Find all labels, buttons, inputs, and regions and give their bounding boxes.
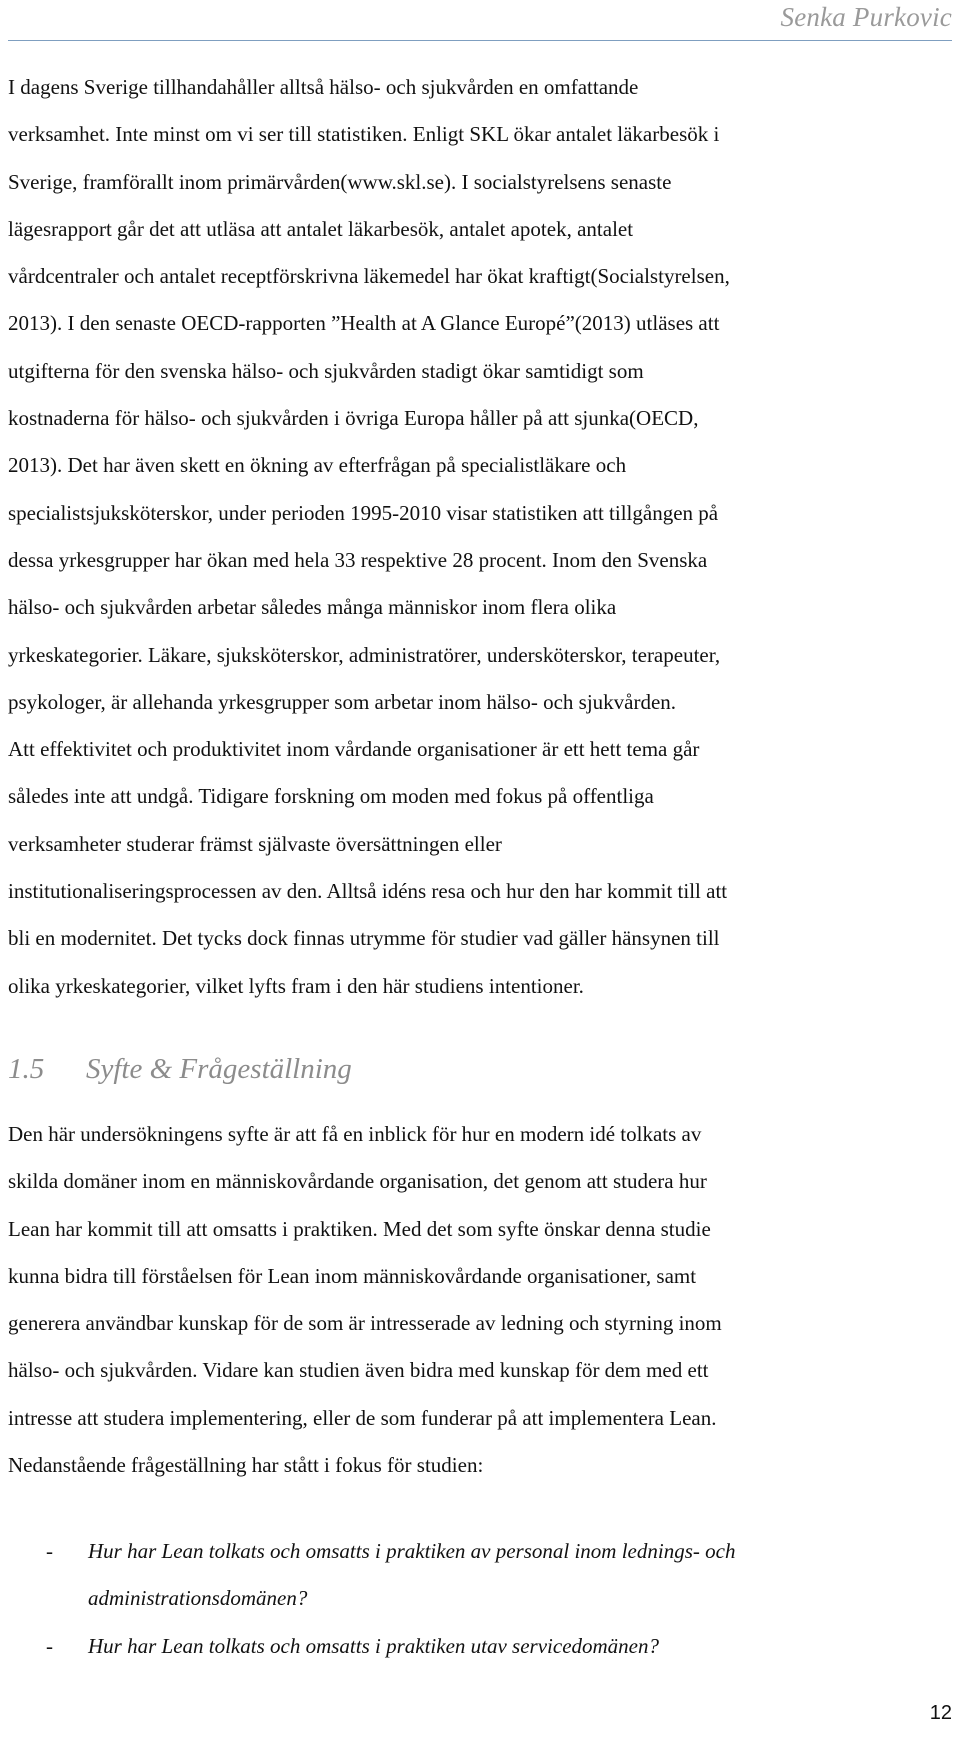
body-paragraph: Den här undersökningens syfte är att få en inblick för hur en modern idé tolkats av skilda domäner inom en människovårdande organisation, det genom att studera hur Lean har kommit till att omsatts i praktiken. Med det som syfte önskar denna studie kunna bidra till förståelsen för Lean inom människovårdande organisationer, samt generera användbar kunskap för de som är intresserade av ledning och styrning inom hälso- och sjukvården. Vidare kan studien även bidra med kunskap för dem med ett intresse att studera implementering, eller de som funderar på att implementera Lean. Nedanstående frågeställning har stått i fokus för studien: [8,1122,722,1478]
header-divider [8,40,952,41]
body-paragraph: I dagens Sverige tillhandahåller alltså hälso- och sjukvården en omfattande verksamhet. Inte minst om vi ser till statistiken. Enligt SKL ökar antalet läkarbesök i Sverige, framförallt inom primärvården(www.skl.se). I socialstyrelsens senaste lägesrapport går det att utläsa att antalet läkarbesök, antalet apotek, antalet vårdcentraler och antalet receptförskrivna läkemedel har ökat kraftigt(Socialstyrelsen, 2013). I den senaste OECD-rapporten ”Health at A Glance Europé”(2013) utläses att utgifterna för den svenska hälso- och sjukvården stadigt ökar samtidigt som kostnaderna för hälso- och sjukvården i övriga Europa håller på att sjunka(OECD, 2013). Det har även skett en ökning av efterfrågan på specialistläkare och specialistsjuksköterskor, under perioden 1995-2010 visar statistiken att tillgången på dessa yrkesgrupper har ökan med hela 33 respektive 28 procent. Inom den Svenska hälso- och sjukvården arbetar således många människor inom flera olika yrkeskategorier. Läkare, sjuksköterskor, administratörer, undersköterskor, terapeuter, psykologer, är allehanda yrkesgrupper som arbetar inom hälso- och sjukvården. Att effektivitet och produktivitet inom vårdande organisationer är ett hett tema går således inte att undgå. Tidigare forskning om moden med fokus på offentliga verksamheter studerar främst självaste översättningen eller institutionaliseringsprocessen av den. Alltså idéns resa och hur den har kommit till att bli en modernitet. Det tycks dock finnas utrymme för studier vad gäller hänsynen till olika yrkeskategorier, vilket lyfts fram i den här studiens intentioner. [8,75,730,998]
section-heading [8,1053,352,1086]
research-questions-list [8,1528,958,1670]
list-marker: - [46,1539,53,1563]
page-number: 12 [929,1702,952,1724]
section-number: 1.5 [8,1053,45,1085]
list-item [8,1623,958,1670]
list-marker: - [46,1633,53,1658]
section-title: Syfte & Frågeställning [86,1053,352,1085]
header-author: Senka Purkovic [780,2,952,32]
research-question: Hur har Lean tolkats och omsatts i praktiken utav servicedomänen? [88,1633,659,1658]
list-item [8,1528,958,1623]
research-question: Hur har Lean tolkats och omsatts i praktiken av personal inom lednings- och administrationsdomänen? [88,1539,736,1611]
